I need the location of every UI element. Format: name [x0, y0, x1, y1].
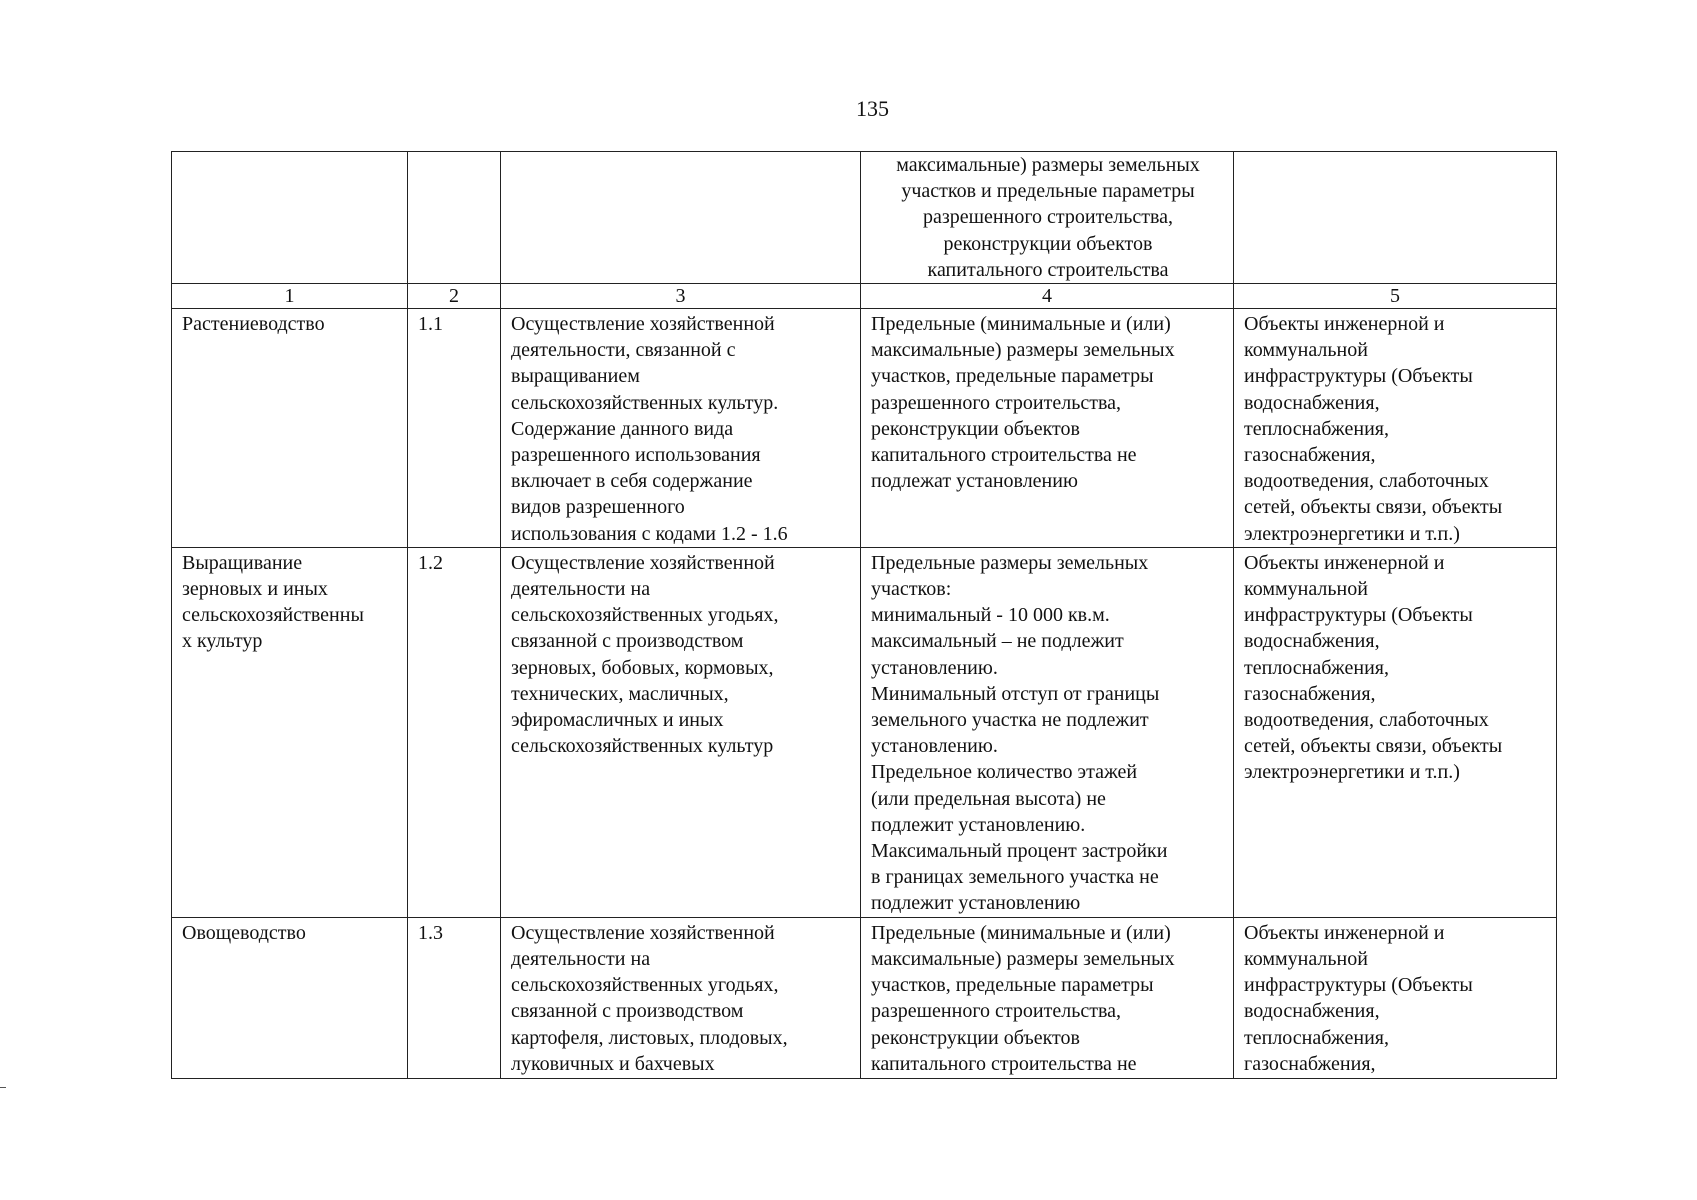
page-number: 135 — [856, 96, 889, 121]
table-row — [172, 547, 1557, 917]
land-use-code: 1.2 — [408, 547, 501, 917]
land-use-code: 1.1 — [408, 309, 501, 548]
column-number-2: 2 — [408, 284, 501, 309]
scan-margin-mark — [0, 1087, 6, 1088]
land-use-description: Осуществление хозяйственной деятельности на сельскохозяйственных угодьях, связанной с производством картофеля, листовых, плодовых, луковичных и бахчевых — [501, 917, 861, 1078]
land-use-description: Осуществление хозяйственной деятельности на сельскохозяйственных угодьях, связанной с производством зерновых, бобовых, кормовых, технических, масличных, эфиромасличных и иных сельскохозяйственных культур — [501, 547, 861, 917]
land-use-name: Овощеводство — [172, 917, 408, 1078]
column-number-5: 5 — [1234, 284, 1557, 309]
column-number-4: 4 — [861, 284, 1234, 309]
table-row — [172, 917, 1557, 1078]
column-number-1: 1 — [172, 284, 408, 309]
table-row — [172, 309, 1557, 548]
header-cell-1 — [172, 152, 408, 284]
header-cell-5 — [1234, 152, 1557, 284]
column-number-3: 3 — [501, 284, 861, 309]
column-number-row — [172, 284, 1557, 309]
table-header-continuation — [172, 152, 1557, 284]
land-use-objects: Объекты инженерной и коммунальной инфраструктуры (Объекты водоснабжения, теплоснабжения, газоснабжения, водоотведения, слаботочных сетей, объекты связи, объекты электроэнергетики и т.п.) — [1234, 309, 1557, 548]
land-use-name: Растениеводство — [172, 309, 408, 548]
header-cell-2 — [408, 152, 501, 284]
land-use-description: Осуществление хозяйственной деятельности, связанной с выращиванием сельскохозяйственных культур. Содержание данного вида разрешенного использования включает в себя содержание видов разрешенного использования с кодами 1.2 - 1.6 — [501, 309, 861, 548]
land-use-name: Выращивание зерновых и иных сельскохозяйственны х культур — [172, 547, 408, 917]
land-use-objects: Объекты инженерной и коммунальной инфраструктуры (Объекты водоснабжения, теплоснабжения, газоснабжения, водоотведения, слаботочных сетей, объекты связи, объекты электроэнергетики и т.п.) — [1234, 547, 1557, 917]
land-use-code: 1.3 — [408, 917, 501, 1078]
land-use-parameters: Предельные (минимальные и (или) максимальные) размеры земельных участков, предельные параметры разрешенного строительства, реконструкции объектов капитального строительства не — [861, 917, 1234, 1078]
land-use-parameters: Предельные размеры земельных участков: минимальный - 10 000 кв.м. максимальный – не подлежит установлению. Минимальный отступ от границы земельного участка не подлежит установлению. Предельное количество этажей (или предельная высота) не подлежит установлению. Максимальный процент застройки в границах земельного участка не подлежит установлению — [861, 547, 1234, 917]
header-cell-3 — [501, 152, 861, 284]
land-use-parameters: Предельные (минимальные и (или) максимальные) размеры земельных участков, предельные параметры разрешенного строительства, реконструкции объектов капитального строительства не подлежат установлению — [861, 309, 1234, 548]
header-cell-parameters: максимальные) размеры земельных участков и предельные параметры разрешенного строительства, реконструкции объектов капитального строительства — [861, 152, 1234, 284]
land-use-table — [171, 151, 1557, 1079]
land-use-objects: Объекты инженерной и коммунальной инфраструктуры (Объекты водоснабжения, теплоснабжения, газоснабжения, — [1234, 917, 1557, 1078]
